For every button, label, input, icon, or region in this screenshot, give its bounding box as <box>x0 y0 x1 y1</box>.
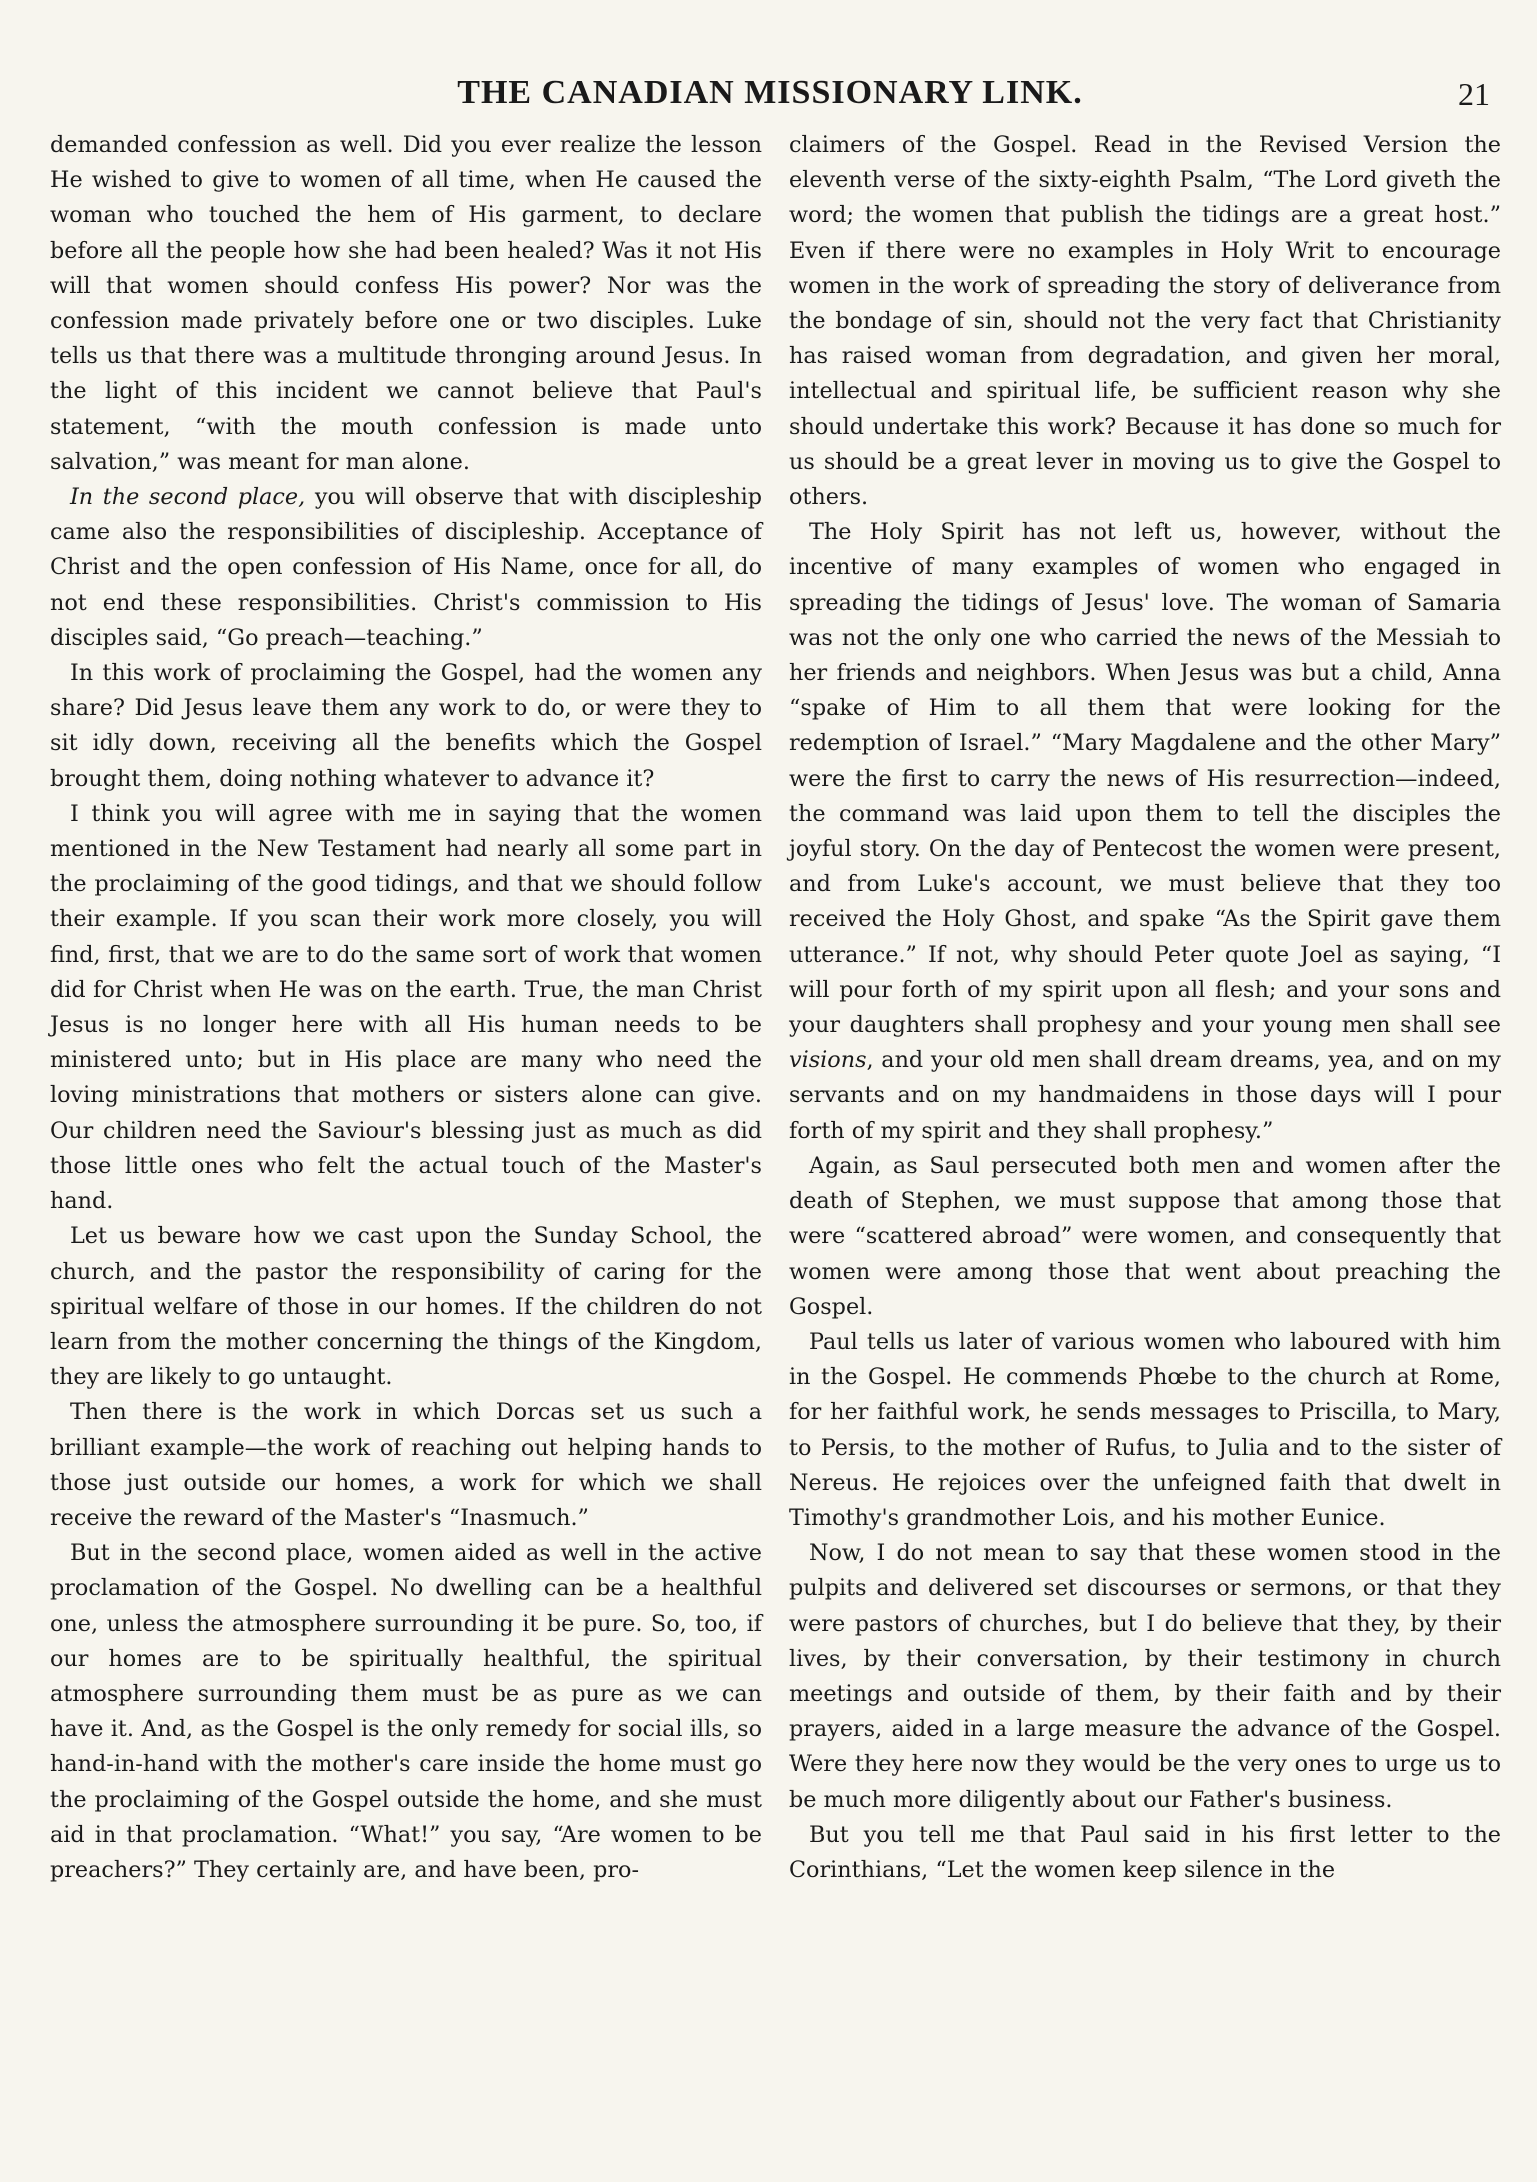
paragraph <box>789 515 1501 1149</box>
paragraph: demanded confession as well. Did you ever realize the lesson He wished to give to women of all time, when He caused the woman who touched the hem of His garment, to declare before all the people how she had been healed? Was it not His will that women should confess His power? Nor was the confession made privately before one or two disciples. Luke tells us that there was a multitude thronging around Jesus. In the light of this incident we cannot believe that Paul's statement, “with the mouth confession is made unto salvation,” was meant for man alone. <box>50 132 762 475</box>
paragraph: claimers of the Gospel. Read in the Revised Version the eleventh verse of the sixty-eighth Psalm, “The Lord giveth the word; the women that publish the tidings are a great host.” Even if there were no examples in Holy Writ to encourage women in the work of spreading the story of deliverance from the bondage of sin, should not the very fact that Christianity has raised woman from degradation, and given her moral, intellectual and spiritual life, be sufficient reason why she should undertake this work? Because it has done so much for us should be a great lever in moving us to give the Gospel to others. <box>789 132 1501 511</box>
page-header <box>50 74 1490 124</box>
paragraph <box>50 480 762 656</box>
italic-word: visions <box>789 1047 867 1074</box>
paragraph: Paul tells us later of various women who laboured with him in the Gospel. He commends Phœbe to the church at Rome, for her faithful work, he sends messages to Priscilla, to Mary, to Persis, to the mother of Rufus, to Julia and to the sister of Nereus. He rejoices over the unfeigned faith that dwelt in Timothy's grandmother Lois, and his mother Eunice. <box>789 1328 1501 1531</box>
paragraph: Then there is the work in which Dorcas set us such a brilliant example—the work of reaching out helping hands to those just outside our homes, a work for which we shall receive the reward of the Master's “Inasmuch.” <box>50 1399 762 1531</box>
paragraph: Again, as Saul persecuted both men and women after the death of Stephen, we must suppose that among those that were “scattered abroad” were women, and consequently that women were among those that went about preaching the Gospel. <box>789 1152 1501 1320</box>
left-column <box>50 128 762 1888</box>
italic-lead: In the second place, <box>70 484 306 511</box>
paragraph: But you tell me that Paul said in his first letter to the Corinthians, “Let the women keep silence in the <box>789 1821 1501 1883</box>
paragraph: But in the second place, women aided as well in the active proclamation of the Gospel. No dwelling can be a healthful one, unless the atmosphere surrounding it be pure. So, too, if our homes are to be spiritually healthful, the spiritual atmosphere surrounding them must be as pure as we can have it. And, as the Gospel is the only remedy for social ills, so hand-in-hand with the mother's care inside the home must go the proclaiming of the Gospel outside the home, and she must aid in that proclamation. “What!” you say, “Are women to be preachers?” They certainly are, and have been, pro- <box>50 1540 762 1883</box>
paragraph: Now, I do not mean to say that these women stood in the pulpits and delivered set discourses or sermons, or that they were pastors of churches, but I do believe that they, by their lives, by their conversation, by their testimony in church meetings and outside of them, by their faith and by their prayers, aided in a large measure the advance of the Gospel. Were they here now they would be the very ones to urge us to be much more diligently about our Father's business. <box>789 1540 1501 1813</box>
paragraph-text: , and your old men shall dream dreams, yea, and on my servants and on my handmaidens in those days will I pour forth of my spirit and they shall prophesy.” <box>789 1047 1501 1144</box>
right-column <box>789 128 1501 1888</box>
publication-title: THE CANADIAN MISSIONARY LINK. <box>457 74 1083 111</box>
paragraph: I think you will agree with me in saying that the women mentioned in the New Testament had nearly all some part in the proclaiming of the good tidings, and that we should follow their example. If you scan their work more closely, you will find, first, that we are to do the same sort of work that women did for Christ when He was on the earth. True, the man Christ Jesus is no longer here with all His human needs to be ministered unto; but in His place are many who need the loving ministrations that mothers or sisters alone can give. Our children need the Saviour's blessing just as much as did those little ones who felt the actual touch of the Master's hand. <box>50 800 762 1215</box>
paragraph: Let us beware how we cast upon the Sunday School, the church, and the pastor the responsibility of caring for the spiritual welfare of those in our homes. If the children do not learn from the mother concerning the things of the Kingdom, they are likely to go untaught. <box>50 1223 762 1391</box>
paragraph: In this work of proclaiming the Gospel, had the women any share? Did Jesus leave them any work to do, or were they to sit idly down, receiving all the benefits which the Gospel brought them, doing nothing whatever to advance it? <box>50 660 762 792</box>
page-number: 21 <box>1458 76 1490 112</box>
paragraph-text: The Holy Spirit has not left us, however, without the incentive of many examples of women who engaged in spreading the tidings of Jesus' love. The woman of Samaria was not the only one who carried the news of the Messiah to her friends and neighbors. When Jesus was but a child, Anna “spake of Him to all them that were looking for the redemption of Israel.” “Mary Magdalene and the other Mary” were the first to carry the news of His resurrection—indeed, the command was laid upon them to tell the disciples the joyful story. On the day of Pentecost the women were present, and from Luke's account, we must believe that they too received the Holy Ghost, and spake “As the Spirit gave them utterance.” If not, why should Peter quote Joel as saying, “I will pour forth of my spirit upon all flesh; and your sons and your daughters shall prophesy and your young men shall see <box>789 519 1501 1039</box>
paragraph-text: you will observe that with discipleship came also the responsibilities of discipleship. Acceptance of Christ and the open confession of His Name, once for all, do not end these responsibilities. Christ's commission to His disciples said, “Go preach—teaching.” <box>50 484 762 651</box>
